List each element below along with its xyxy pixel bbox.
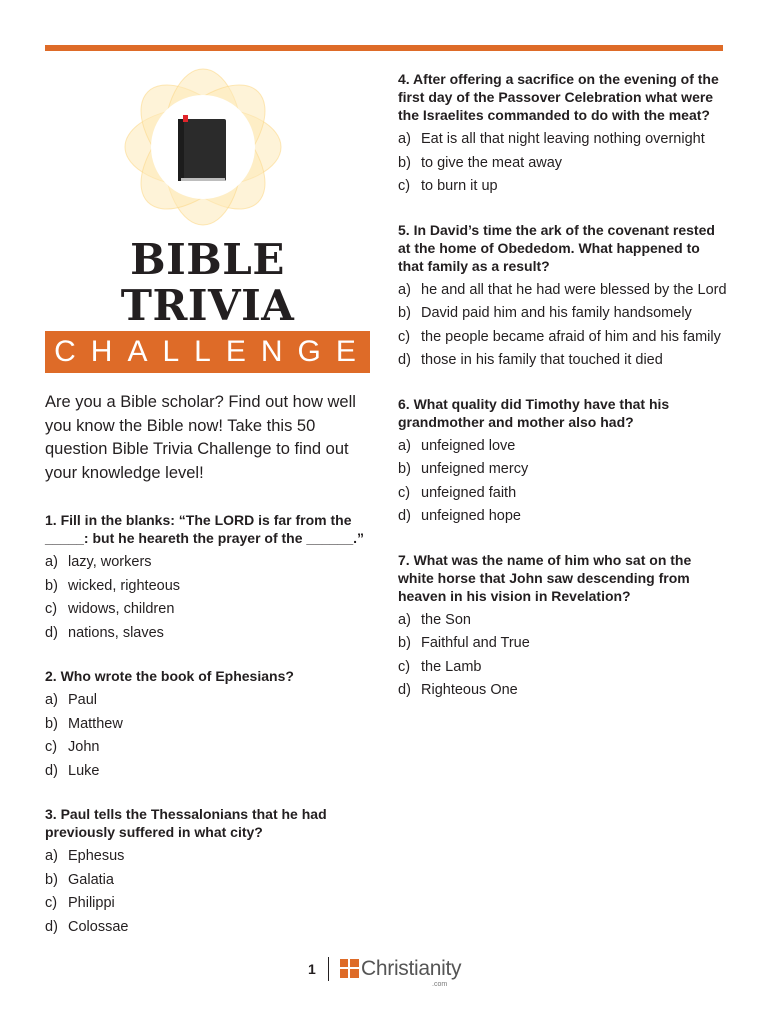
- option-text: Righteous One: [421, 682, 518, 698]
- bible-book-icon: [123, 65, 283, 230]
- intro-paragraph: Are you a Bible scholar? Find out how well you know the Bible now! Take this 50 question Bible Trivia Challenge to find out your knowledge level!: [45, 393, 356, 482]
- option-letter: a): [45, 848, 58, 864]
- option-letter: a): [398, 611, 411, 628]
- option-letter: d): [398, 508, 411, 524]
- option-letter: d): [45, 762, 58, 779]
- option-text: the Lamb: [421, 658, 482, 675]
- option-text: he and all that he had were blessed by the Lord: [421, 281, 727, 298]
- option-text: nations, slaves: [68, 624, 164, 641]
- answer-option: [398, 279, 728, 303]
- page-footer: [0, 955, 768, 995]
- option-letter: d): [398, 682, 411, 698]
- left-column: [45, 60, 370, 961]
- question-text: 1. Fill in the blanks: “The LORD is far from the _____: but he heareth the prayer of the ______.”: [45, 512, 365, 546]
- option-text: the Son: [421, 611, 471, 628]
- option-text: Luke: [68, 762, 100, 779]
- option-text: widows, children: [68, 601, 175, 617]
- option-letter: b): [45, 577, 58, 594]
- brand-suffix: .com: [432, 981, 448, 988]
- answer-option: [45, 713, 370, 737]
- answer-option: [398, 435, 728, 459]
- option-text: Colossae: [68, 918, 129, 935]
- option-letter: c): [398, 484, 411, 501]
- option-letter: b): [398, 305, 411, 321]
- question-text: 4. After offering a sacrifice on the evening of the first day of the Passover Celebration what were the Israelites commanded to do with the meat?: [398, 71, 719, 123]
- option-text: unfeigned love: [421, 437, 516, 454]
- option-text: wicked, righteous: [68, 577, 181, 594]
- option-letter: c): [398, 658, 411, 675]
- option-letter: b): [45, 715, 58, 732]
- option-letter: b): [45, 871, 58, 888]
- option-text: to burn it up: [421, 178, 498, 194]
- christianity-cross-icon: [340, 959, 359, 978]
- answer-option: [398, 505, 728, 529]
- right-column: [398, 70, 728, 725]
- answer-option: [45, 551, 370, 575]
- answer-option: [45, 916, 370, 940]
- answer-option: [45, 845, 370, 869]
- question-text: 3. Paul tells the Thessalonians that he had previously suffered in what city?: [45, 806, 327, 840]
- question-block: [398, 221, 728, 373]
- question-text: 2. Who wrote the book of Ephesians?: [45, 668, 294, 684]
- question-block: [45, 667, 370, 783]
- option-letter: a): [398, 437, 411, 454]
- answer-option: [398, 632, 728, 656]
- question-block: [398, 395, 728, 529]
- brand-name: Christianity: [361, 957, 462, 980]
- option-letter: c): [45, 895, 58, 911]
- option-text: to give the meat away: [421, 154, 563, 171]
- option-text: unfeigned mercy: [421, 461, 529, 477]
- answer-option: [45, 869, 370, 893]
- title-band: CHALLENGE: [45, 331, 370, 373]
- option-letter: b): [398, 635, 411, 651]
- option-letter: c): [45, 739, 58, 755]
- question-text: 7. What was the name of him who sat on the white horse that John saw descending from heaven in his vision in Revelation?: [398, 551, 692, 604]
- question-block: [398, 70, 728, 199]
- option-letter: a): [45, 554, 58, 570]
- answer-option: [398, 482, 728, 506]
- answer-option: [398, 128, 728, 152]
- page-title: BIBLE TRIVIA: [120, 235, 295, 330]
- page-number: 1: [308, 961, 316, 977]
- question-block: [45, 511, 370, 645]
- question-text: 6. What quality did Timothy have that his grandmother and mother also had?: [398, 395, 670, 430]
- answer-option: [398, 302, 728, 326]
- footer-divider: [328, 957, 329, 981]
- answer-option: [398, 175, 728, 199]
- option-text: the people became afraid of him and his family: [421, 328, 721, 345]
- question-block: [45, 805, 370, 939]
- left-question-list: [45, 511, 370, 939]
- option-letter: c): [45, 601, 58, 617]
- answer-option: [398, 349, 728, 373]
- option-text: Philippi: [68, 895, 115, 911]
- answer-option: [45, 892, 370, 916]
- option-letter: d): [45, 624, 58, 641]
- answer-option: [398, 679, 728, 703]
- option-text: Ephesus: [68, 848, 125, 864]
- option-letter: b): [398, 154, 411, 171]
- answer-option: [45, 736, 370, 760]
- option-letter: d): [45, 918, 58, 935]
- option-letter: d): [398, 352, 411, 368]
- answer-option: [45, 760, 370, 784]
- answer-option: [45, 598, 370, 622]
- top-accent-rule: [45, 45, 723, 51]
- answer-option: [45, 622, 370, 646]
- option-text: those in his family that touched it died: [421, 352, 663, 368]
- option-text: Paul: [68, 692, 98, 708]
- option-letter: a): [45, 692, 58, 708]
- option-letter: a): [398, 131, 411, 147]
- option-text: Eat is all that night leaving nothing overnight: [421, 131, 705, 147]
- option-text: Faithful and True: [421, 635, 530, 651]
- option-letter: c): [398, 178, 411, 194]
- answer-option: [398, 656, 728, 680]
- option-text: Galatia: [68, 871, 114, 888]
- option-text: John: [68, 739, 100, 755]
- answer-option: [398, 152, 728, 176]
- answer-option: [45, 575, 370, 599]
- option-text: unfeigned faith: [421, 484, 517, 501]
- option-letter: c): [398, 328, 411, 345]
- option-text: Matthew: [68, 715, 123, 732]
- option-text: lazy, workers: [68, 554, 152, 570]
- question-text: 5. In David’s time the ark of the covenant rested at the home of Obededom. What happened to that family as a result?: [398, 221, 715, 274]
- answer-option: [398, 458, 728, 482]
- option-letter: a): [398, 281, 411, 298]
- answer-option: [398, 609, 728, 633]
- logo: [45, 60, 370, 235]
- option-text: unfeigned hope: [421, 508, 521, 524]
- option-letter: b): [398, 461, 411, 477]
- option-text: David paid him and his family handsomely: [421, 305, 692, 321]
- question-block: [398, 551, 728, 703]
- answer-option: [398, 326, 728, 350]
- right-question-list: [398, 70, 728, 703]
- answer-option: [45, 689, 370, 713]
